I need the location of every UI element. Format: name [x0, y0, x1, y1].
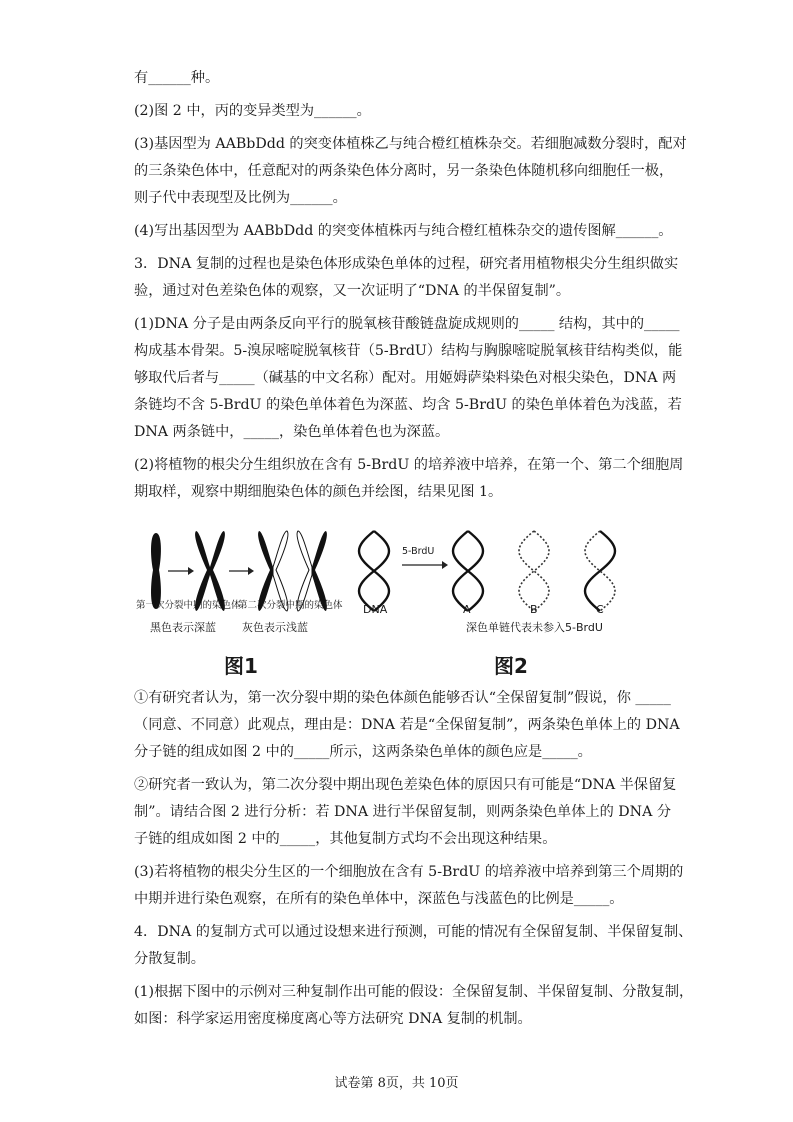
text-line: (3)若将植物的根尖分生区的一个细胞放在含有 5-BrdU 的培养液中培养到第三个周期的 — [134, 864, 684, 880]
figure1-arrow-2 — [229, 567, 254, 575]
text-line: ①有研究者认为，第一次分裂中期的染色体颜色能够否认“全保留复制”假说，你 _____ — [134, 690, 671, 706]
text-line: 中期并进行染色观察，在所有的染色单体中，深蓝色与浅蓝色的比例是_____。 — [134, 891, 624, 907]
text-line: (2)图 2 中，丙的变异类型为______。 — [134, 103, 371, 119]
figures-region — [134, 525, 654, 678]
text-line: 子链的组成如图 2 中的_____，其他复制方式均不会出现这种结果。 — [134, 831, 557, 847]
figure2-arrow — [402, 561, 448, 569]
text-line: 分子链的组成如图 2 中的_____所示，这两条染色单体的颜色应是_____。 — [134, 744, 592, 760]
text-line: (1)DNA 分子是由两条反向平行的脱氧核苷酸链盘旋成规则的_____ 结构，其中的_____ — [134, 316, 680, 332]
text-line: 期取样，观察中期细胞染色体的颜色并绘图，结果见图 1。 — [134, 484, 503, 500]
page-footer: 试卷第 8页，共 10页 — [334, 1076, 459, 1091]
text-line: 的三条染色体中，任意配对的两条染色体分离时，另一条染色体随机移向细胞任一极， — [134, 163, 674, 179]
text-line: ②研究者一致认为，第二次分裂中期出现色差染色体的原因只有可能是“DNA 半保留复 — [134, 777, 677, 793]
figure1-caption-left: 第一次分裂中期的染色体 — [136, 600, 241, 611]
figure1-arrow-1 — [168, 567, 194, 575]
figure1-legend-dark: 黑色表示深蓝 — [150, 621, 216, 634]
text-line: 则子代中表现型及比例为______。 — [134, 190, 347, 206]
figure1-title: 图1 — [224, 654, 258, 678]
figure2-dna-b — [519, 531, 549, 611]
text-line: 制”。请结合图 2 进行分析：若 DNA 进行半保留复制，则两条染色单体上的 DNA 分 — [134, 804, 672, 820]
text-line: 够取代后者与_____（碱基的中文名称）配对。用姬姆萨染料染色对根尖染色，DNA 两 — [134, 370, 677, 386]
text-line: (3)基因型为 AABbDdd 的突变体植株乙与纯合橙红植株杂交。若细胞减数分裂时，配对 — [134, 136, 687, 152]
figure2-label-dna: DNA — [363, 603, 388, 616]
text-line: 条链均不含 5-BrdU 的染色单体着色为深蓝、均含 5-BrdU 的染色单体着色为浅蓝，若 — [134, 397, 682, 413]
figure2-label-a: A — [463, 603, 471, 616]
text-line: 构成基本骨架。5-溴尿嘧啶脱氧核苷（5-BrdU）结构与胸腺嘧啶脱氧核苷结构类似，能 — [134, 343, 683, 359]
text-line: (4)写出基因型为 AABbDdd 的突变体植株丙与纯合橙红植株杂交的遗传图解______。 — [134, 223, 673, 239]
text-line: （同意、不同意）此观点，理由是：DNA 若是“全保留复制”，两条染色单体上的 DNA — [134, 717, 680, 733]
figure2-dna-a — [453, 531, 483, 611]
figure2-legend: 深色单链代表未参入5-BrdU — [466, 621, 603, 634]
figure2-title: 图2 — [494, 654, 528, 678]
figure2-dna-original — [359, 531, 389, 611]
text-line: DNA 两条链中，_____，染色单体着色也为深蓝。 — [134, 424, 450, 440]
figure2-label-b: B — [530, 603, 538, 616]
text-line: 分散复制。 — [134, 951, 205, 967]
text-line: 验，通过对色差染色体的观察，又一次证明了“DNA 的半保留复制”。 — [134, 283, 571, 299]
figure2-label-c: C — [596, 603, 604, 616]
text-line: 如图：科学家运用密度梯度离心等方法研究 DNA 复制的机制。 — [134, 1011, 532, 1027]
text-line: 4．DNA 的复制方式可以通过设想来进行预测，可能的情况有全保留复制、半保留复制、 — [134, 924, 693, 940]
text-line: 3．DNA 复制的过程也是染色体形成染色单体的过程，研究者用植物根尖分生组织做实 — [134, 256, 679, 272]
figure1-legend-gray: 灰色表示浅蓝 — [242, 621, 308, 634]
text-line: (1)根据下图中的示例对三种复制作出可能的假设：全保留复制、半保留复制、分散复制， — [134, 984, 694, 1000]
figure2-dna-c — [585, 531, 615, 611]
figure2-arrow-label: 5-BrdU — [402, 546, 435, 557]
figure1-caption-right: 第二次分裂中期的染色体 — [238, 600, 343, 611]
text-line: (2)将植物的根尖分生组织放在含有 5-BrdU 的培养液中培养，在第一个、第二个细胞周 — [134, 457, 684, 473]
text-line: 有______种。 — [134, 70, 220, 86]
